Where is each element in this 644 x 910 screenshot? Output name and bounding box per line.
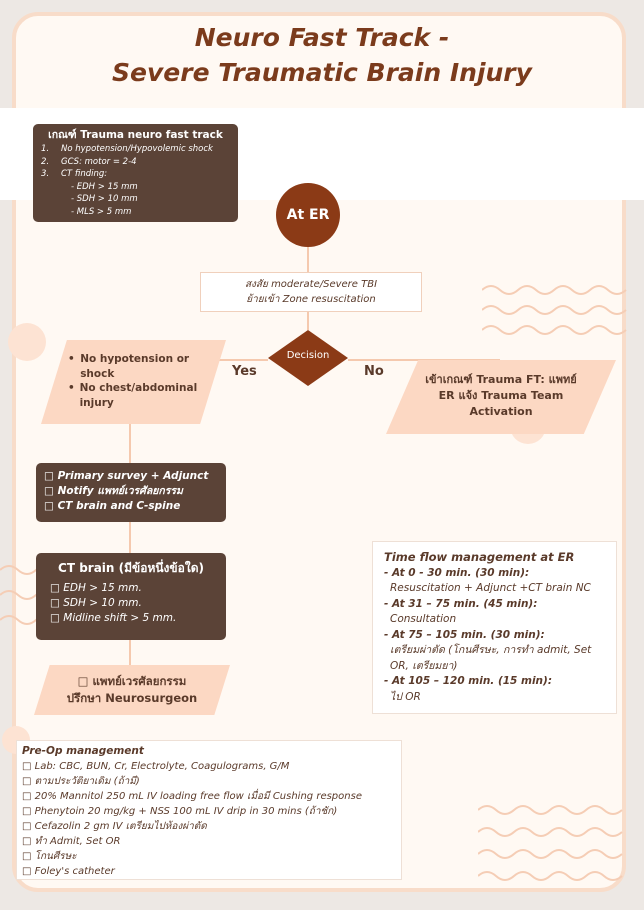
preop-box [16,740,402,880]
page-title-line2: Severe Traumatic Brain Injury [112,58,532,87]
decision-yes-label: Yes [232,364,257,379]
timeflow-heading: Time flow management at ER [384,550,575,564]
start-label: At ER [286,207,330,223]
ctbrain-item: □ EDH > 15 mm. [50,582,142,594]
timeflow-desc: เตรียมผ่าตัด (โกนศีรษะ, การทำ admit, Set OR, เตรียมยา) [390,644,592,672]
consult-line1: □ แพทย์เวรศัลยกรรม [77,674,187,688]
criteria-sub: - EDH > 15 mm [71,181,138,192]
survey-item: □ Primary survey + Adjunct [44,470,209,482]
suspect-line2: ย้ายเข้า Zone resuscitation [246,294,376,305]
timeflow-time: - At 105 – 120 min. (15 min): [384,675,553,687]
yes-box-list [68,352,208,410]
decision-no-label: No [364,364,384,379]
criteria-sub: - MLS > 5 mm [71,206,132,217]
survey-box [36,463,226,522]
preop-item: □ 20% Mannitol 250 mL IV loading free flow เมื่อมี Cushing response [22,791,362,802]
preop-item: □ Foley's catheter [22,866,115,877]
survey-item: □ Notify แพทย์เวรศัลยกรรม [44,485,183,497]
decision-label: Decision [286,350,330,361]
preop-item: □ ตามประวัติยาเดิม (ถ้ามี) [22,776,140,787]
ctbrain-item: □ SDH > 10 mm. [50,597,142,609]
timeflow-time: - At 75 – 105 min. (30 min): [384,628,545,641]
preop-item: □ Lab: CBC, BUN, Cr, Electrolyte, Coagulograms, G/M [22,761,290,772]
preop-heading: Pre-Op management [22,745,144,757]
preop-item: □ Phenytoin 20 mg/kg + NSS 100 mL IV drip in 30 mins (ถ้าชัก) [22,806,338,817]
preop-item: □ โกนศีรษะ [22,851,77,862]
yes-item: • No hypotension or shock [68,353,190,380]
timeflow-time: - At 0 - 30 min. (30 min): [384,566,530,579]
suspect-box [200,272,422,312]
ctbrain-heading: CT brain (มีข้อหนึ่งข้อใด) [58,561,204,575]
criteria-item: 3. CT finding: [41,169,108,179]
preop-item: □ Cefazolin 2 gm IV เตรียมไปห้องผ่าตัด [22,821,207,832]
ctbrain-item: □ Midline shift > 5 mm. [50,612,177,624]
criteria-box [33,124,238,222]
timeflow-desc: Consultation [390,613,457,625]
criteria-item: 2. GCS: motor = 2-4 [41,156,137,167]
consult-line2: ปรึกษา Neurosurgeon [66,691,198,705]
timeflow-box [372,541,617,714]
criteria-list [41,143,230,218]
yes-item: • No chest/abdominal injury [68,382,198,409]
timeflow-desc: ไป OR [390,690,421,703]
timeflow-desc: Resuscitation + Adjunct +CT brain NC [390,582,591,594]
timeflow-time: - At 31 – 75 min. (45 min): [384,597,538,610]
criteria-heading: เกณฑ์ Trauma neuro fast track [48,129,223,141]
no-box-text: เข้าเกณฑ์ Trauma FT: แพทย์ ER แจ้ง Trauma Team Activation [425,373,577,418]
survey-item: □ CT brain and C-spine [44,500,181,512]
preop-item: □ ทำ Admit, Set OR [22,836,121,847]
suspect-line1: สงสัย moderate/Severe TBI [244,279,378,290]
start-node [276,183,340,247]
ctbrain-box [36,553,226,640]
page-title-line1: Neuro Fast Track - [194,23,450,52]
criteria-item: 1. No hypotension/Hypovolemic shock [41,144,213,154]
criteria-sub: - SDH > 10 mm [71,194,138,204]
